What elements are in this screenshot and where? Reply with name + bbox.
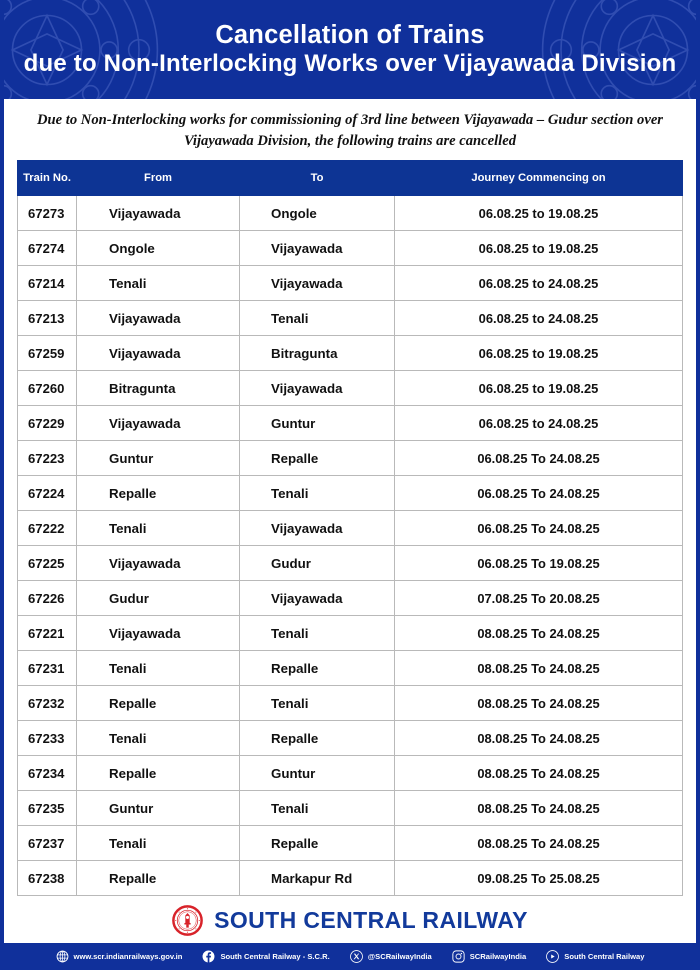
cell-to: Bitragunta: [240, 336, 395, 371]
header-banner: [4, 0, 696, 99]
cell-from: Repalle: [77, 861, 240, 896]
cell-from: Vijayawada: [77, 406, 240, 441]
cell-to: Vijayawada: [240, 266, 395, 301]
table-row: [18, 721, 683, 756]
cell-journey: 06.08.25 to 19.08.25: [395, 231, 683, 266]
column-header-to: To: [240, 161, 395, 196]
subtitle-note: [4, 99, 696, 160]
cell-train: 67238: [18, 861, 77, 896]
cell-from: Tenali: [77, 511, 240, 546]
cell-journey: 06.08.25 to 19.08.25: [395, 371, 683, 406]
cell-to: Tenali: [240, 616, 395, 651]
cell-to: Ongole: [240, 196, 395, 231]
cell-to: Vijayawada: [240, 371, 395, 406]
cell-from: Repalle: [77, 686, 240, 721]
cell-to: Repalle: [240, 826, 395, 861]
cell-to: Vijayawada: [240, 231, 395, 266]
cell-to: Markapur Rd: [240, 861, 395, 896]
cancelled-trains-table-container: [4, 160, 696, 896]
table-row: [18, 266, 683, 301]
cell-train: 67259: [18, 336, 77, 371]
cell-from: Vijayawada: [77, 196, 240, 231]
cell-train: 67274: [18, 231, 77, 266]
cell-to: Tenali: [240, 476, 395, 511]
table-row: [18, 231, 683, 266]
subtitle-line1: Due to Non-Interlocking works for commissioning of 3rd line between Vijayawada – Gudur section: [37, 112, 634, 128]
cell-journey: 08.08.25 To 24.08.25: [395, 651, 683, 686]
table-row: [18, 476, 683, 511]
cell-from: Repalle: [77, 756, 240, 791]
cell-journey: 08.08.25 To 24.08.25: [395, 616, 683, 651]
cell-from: Vijayawada: [77, 301, 240, 336]
social-link-website[interactable]: [56, 950, 183, 963]
facebook-label: South Central Railway - S.C.R.: [220, 952, 330, 961]
cell-train: 67226: [18, 581, 77, 616]
table-row: [18, 441, 683, 476]
table-row: [18, 301, 683, 336]
cell-from: Vijayawada: [77, 336, 240, 371]
cell-journey: 06.08.25 to 19.08.25: [395, 196, 683, 231]
cell-train: 67222: [18, 511, 77, 546]
cell-to: Guntur: [240, 406, 395, 441]
cell-journey: 06.08.25 to 19.08.25: [395, 336, 683, 371]
cell-from: Ongole: [77, 231, 240, 266]
cell-from: Guntur: [77, 441, 240, 476]
column-header-journey: Journey Commencing on: [395, 161, 683, 196]
table-row: [18, 651, 683, 686]
cell-to: Tenali: [240, 791, 395, 826]
cell-to: Vijayawada: [240, 511, 395, 546]
cell-journey: 08.08.25 To 24.08.25: [395, 686, 683, 721]
cell-journey: 07.08.25 To 20.08.25: [395, 581, 683, 616]
cell-to: Guntur: [240, 756, 395, 791]
cell-journey: 06.08.25 To 24.08.25: [395, 476, 683, 511]
cell-to: Repalle: [240, 441, 395, 476]
cell-train: 67232: [18, 686, 77, 721]
cell-from: Vijayawada: [77, 546, 240, 581]
x-twitter-label: @SCRailwayIndia: [367, 952, 432, 961]
table-row: [18, 546, 683, 581]
cell-to: Vijayawada: [240, 581, 395, 616]
cell-from: Tenali: [77, 826, 240, 861]
cell-train: 67229: [18, 406, 77, 441]
cell-to: Gudur: [240, 546, 395, 581]
cell-train: 67234: [18, 756, 77, 791]
instagram-icon: [452, 950, 465, 963]
social-link-x-twitter[interactable]: [350, 950, 432, 963]
table-row: [18, 511, 683, 546]
table-row: [18, 756, 683, 791]
table-body: [18, 196, 683, 896]
cell-from: Tenali: [77, 651, 240, 686]
cell-journey: 08.08.25 To 24.08.25: [395, 756, 683, 791]
table-row: [18, 196, 683, 231]
social-link-youtube[interactable]: [546, 950, 644, 963]
railway-name-label: SOUTH CENTRAL RAILWAY: [214, 906, 528, 933]
table-row: [18, 616, 683, 651]
railway-logo-row: [4, 896, 696, 944]
cell-journey: 06.08.25 To 24.08.25: [395, 511, 683, 546]
cell-train: 67231: [18, 651, 77, 686]
cell-train: 67221: [18, 616, 77, 651]
table-row: [18, 826, 683, 861]
cell-journey: 06.08.25 to 24.08.25: [395, 266, 683, 301]
cell-train: 67213: [18, 301, 77, 336]
table-row: [18, 406, 683, 441]
cell-journey: 08.08.25 To 24.08.25: [395, 826, 683, 861]
website-label: www.scr.indianrailways.gov.in: [73, 952, 183, 961]
cell-train: 67223: [18, 441, 77, 476]
globe-icon: [56, 950, 69, 963]
subtitle-line2: over Vijayawada Division, the following trains are cancelled: [183, 112, 663, 149]
table-row: [18, 861, 683, 896]
cell-journey: 06.08.25 To 19.08.25: [395, 546, 683, 581]
cell-journey: 06.08.25 to 24.08.25: [395, 406, 683, 441]
cell-from: Tenali: [77, 721, 240, 756]
cell-from: Gudur: [77, 581, 240, 616]
table-header-row: [18, 161, 683, 196]
cell-journey: 06.08.25 to 24.08.25: [395, 301, 683, 336]
cell-train: 67237: [18, 826, 77, 861]
instagram-label: SCRailwayIndia: [469, 952, 527, 961]
poster-title-line1: Cancellation of Trains: [215, 21, 485, 50]
table-row: [18, 686, 683, 721]
cell-train: 67214: [18, 266, 77, 301]
cell-to: Repalle: [240, 721, 395, 756]
table-row: [18, 371, 683, 406]
social-media-bar: [0, 943, 700, 970]
cell-from: Vijayawada: [77, 616, 240, 651]
cell-train: 67233: [18, 721, 77, 756]
facebook-icon: [202, 950, 215, 963]
cell-train: 67273: [18, 196, 77, 231]
cell-from: Guntur: [77, 791, 240, 826]
cell-journey: 09.08.25 To 25.08.25: [395, 861, 683, 896]
table-row: [18, 791, 683, 826]
indian-railways-emblem-icon: [172, 905, 203, 936]
table-row: [18, 336, 683, 371]
cell-journey: 08.08.25 To 24.08.25: [395, 791, 683, 826]
cell-journey: 06.08.25 To 24.08.25: [395, 441, 683, 476]
cancelled-trains-table: [17, 160, 683, 896]
cell-to: Tenali: [240, 301, 395, 336]
cell-journey: 08.08.25 To 24.08.25: [395, 721, 683, 756]
column-header-from: From: [77, 161, 240, 196]
cell-train: 67224: [18, 476, 77, 511]
youtube-icon: [546, 950, 559, 963]
x-twitter-icon: [350, 950, 363, 963]
cell-from: Tenali: [77, 266, 240, 301]
table-row: [18, 581, 683, 616]
cell-to: Repalle: [240, 651, 395, 686]
table-header: [18, 161, 683, 196]
social-link-facebook[interactable]: [202, 950, 329, 963]
cell-train: 67235: [18, 791, 77, 826]
youtube-label: South Central Railway: [564, 952, 645, 961]
social-link-instagram[interactable]: [452, 950, 527, 963]
column-header-train-no: Train No.: [18, 161, 77, 196]
cell-from: Repalle: [77, 476, 240, 511]
cell-from: Bitragunta: [77, 371, 240, 406]
cell-train: 67260: [18, 371, 77, 406]
cell-to: Tenali: [240, 686, 395, 721]
poster-title-line2: due to Non-Interlocking Works over Vijayawada Division: [23, 50, 677, 78]
cell-train: 67225: [18, 546, 77, 581]
